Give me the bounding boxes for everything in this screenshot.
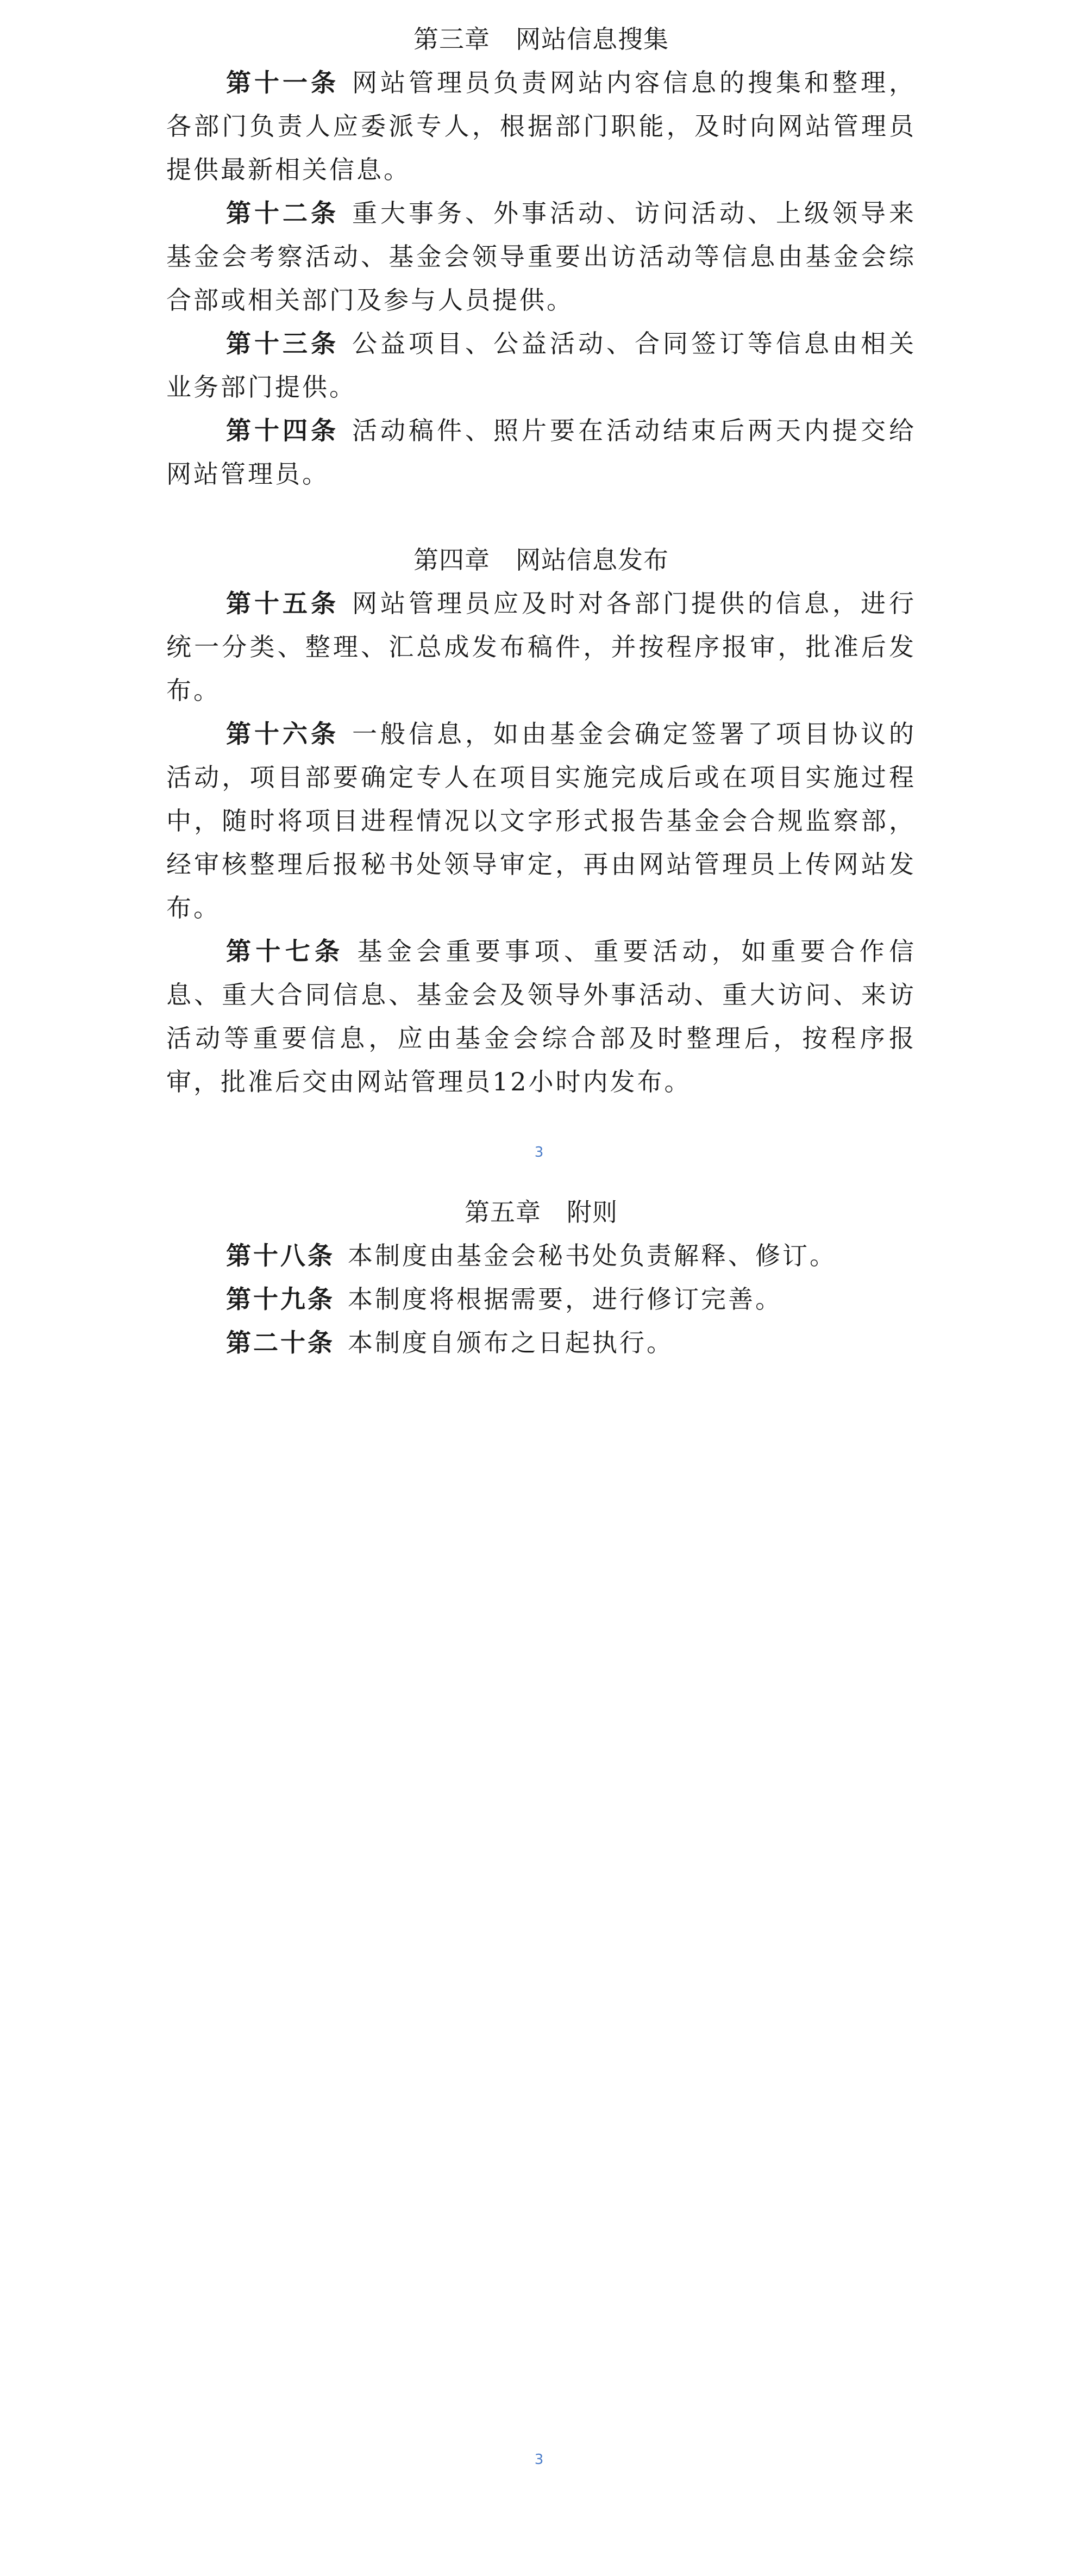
article-16 [166,712,916,930]
chapter-title: 第四章 网站信息发布 [413,545,669,575]
article-12 [166,191,916,322]
article-number: 第十七条 [226,937,344,966]
article-11 [166,61,916,191]
article-number: 第十三条 [226,329,339,358]
article-text: 一般信息，如由基金会确定签署了项目协议的活动，项目部要确定专人在项目实施完成后或在项目实施过程中，随时将项目进程情况以文字形式报告基金会合规监察部，经审核整理后报秘书处领导审定，再由网站管理员上传网站发布。 [166,719,916,922]
article-number: 第十一条 [226,68,339,97]
article-number: 第十四条 [226,416,339,445]
article-text: 网站管理员应及时对各部门提供的信息，进行统一分类、整理、汇总成发布稿件，并按程序报审，批准后发布。 [166,589,916,705]
chapter-title: 第五章 附则 [465,1197,618,1227]
article-14 [166,409,916,496]
article-13 [166,322,916,409]
article-text: 重大事务、外事活动、访问活动、上级领导来基金会考察活动、基金会领导重要出访活动等信息由基金会综合部或相关部门及参与人员提供。 [166,198,916,315]
article-text: 基金会重要事项、重要活动，如重要合作信息、重大合同信息、基金会及领导外事活动、重大访问、来访活动等重要信息，应由基金会综合部及时整理后，按程序报审，批准后交由网站管理员12小时内发布。 [166,937,917,1096]
article-text: 活动稿件、照片要在活动结束后两天内提交给网站管理员。 [166,416,916,489]
article-number: 第十二条 [226,198,339,228]
article-17 [166,930,916,1103]
page-number: 3 [534,2452,544,2468]
article-number: 第十九条 [226,1284,335,1314]
article-text: 本制度由基金会秘书处负责解释、修订。 [348,1241,837,1270]
chapter-5-section [166,1190,916,1364]
page-number: 3 [534,1144,544,1161]
article-text: 本制度将根据需要，进行修订完善。 [348,1284,782,1314]
chapter-3-section [166,17,916,496]
article-text: 公益项目、公益活动、合同签订等信息由相关业务部门提供。 [166,329,916,402]
article-number: 第十六条 [226,719,339,749]
article-text: 本制度自颁布之日起执行。 [348,1328,674,1357]
article-number: 第二十条 [226,1328,335,1357]
article-20 [166,1321,916,1364]
chapter-4-section [166,538,916,1103]
article-19 [166,1277,916,1321]
chapter-title: 第三章 网站信息搜集 [413,24,669,54]
article-18 [166,1234,916,1277]
article-number: 第十五条 [226,589,339,618]
article-text: 网站管理员负责网站内容信息的搜集和整理，各部门负责人应委派专人，根据部门职能，及时向网站管理员提供最新相关信息。 [166,68,916,184]
article-number: 第十八条 [226,1241,335,1270]
article-15 [166,582,916,712]
